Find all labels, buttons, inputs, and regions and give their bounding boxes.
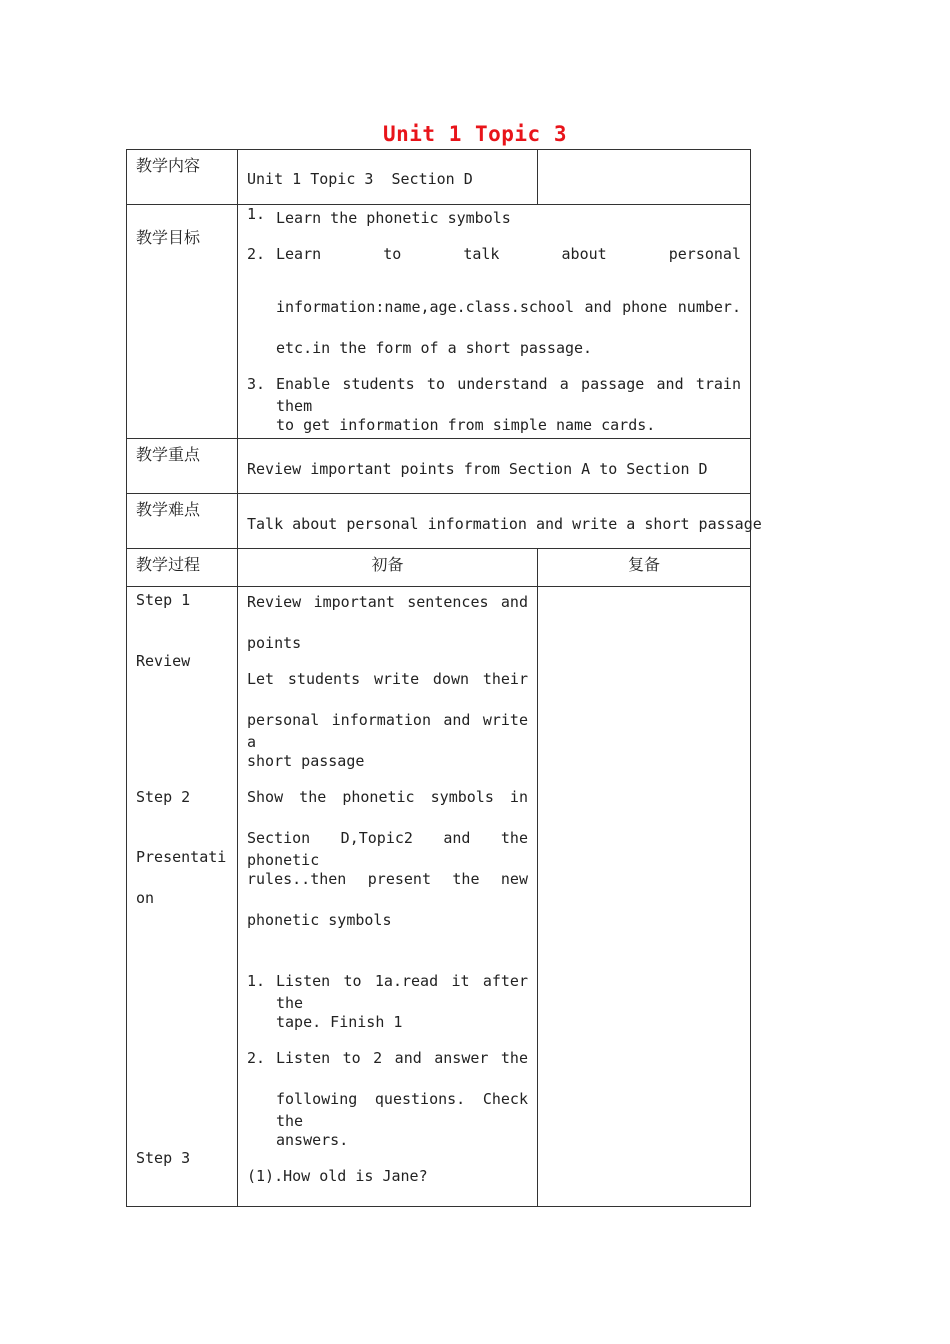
goals-list: [238, 205, 751, 439]
value-content: Unit 1 Topic 3 Section D: [238, 150, 538, 205]
steps-column: [127, 587, 238, 1207]
column-initial-prep: 初备: [238, 549, 538, 587]
row-key-points: [127, 439, 751, 494]
row-content: [127, 150, 751, 205]
step-1-name: Review: [136, 652, 191, 670]
value-difficulties: Talk about personal information and write a short passage: [238, 494, 751, 549]
row-goals: [127, 205, 751, 439]
goal-item-3: 3. Enable students to understand a passage and train them: [247, 375, 741, 415]
goal-item-2-line-3: etc.in the form of a short passage.: [276, 339, 593, 357]
review-prep-empty: [538, 587, 751, 1207]
goal-item-1: 1. Learn the phonetic symbols: [247, 205, 511, 227]
step-2-label: Step 2: [136, 788, 191, 806]
step-2-name-cont: on: [136, 889, 155, 907]
value-key-points: Review important points from Section A to Section D: [238, 439, 751, 494]
page-title: Unit 1 Topic 3: [382, 122, 567, 146]
lesson-plan-table: [126, 149, 762, 1207]
step-2-name: Presentati: [136, 848, 227, 866]
label-content: 教学内容: [127, 150, 238, 205]
step-1-label: Step 1: [136, 591, 191, 609]
label-process: 教学过程: [127, 549, 238, 587]
step-3-label: Step 3: [136, 1149, 191, 1167]
row-process-header: [127, 549, 751, 587]
label-goals: 教学目标: [127, 205, 238, 439]
column-review-prep: 复备: [538, 549, 751, 587]
label-key-points: 教学重点: [127, 439, 238, 494]
initial-prep-content: Review important sentences and points Let students write down their personal information and write a short passage Show the phonetic symbols in Section D,Topic2 and the phonetic rules..then present the new phonetic symbols 1. Listen to 1a.read it after the tape. Finish 1 2. Listen to 2 and answer the following questions. Check the answers. (1).How old is Jane?: [238, 587, 538, 1207]
process-list-item-2: 2. Listen to 2 and answer the: [247, 1049, 528, 1067]
goal-item-2: 2. Learn to talk about personal: [247, 245, 741, 263]
goal-item-2-line-2: information:name,age.class.school and phone number.: [276, 298, 741, 316]
goal-item-3-line-2: to get information from simple name cards.: [276, 416, 656, 434]
row-process-details: [127, 587, 751, 1207]
question-1: (1).How old is Jane?: [247, 1167, 428, 1185]
label-difficulties: 教学难点: [127, 494, 238, 549]
empty-cell: [538, 150, 751, 205]
process-list-item-1: 1. Listen to 1a.read it after the: [247, 972, 528, 1012]
row-difficulties: [127, 494, 751, 549]
